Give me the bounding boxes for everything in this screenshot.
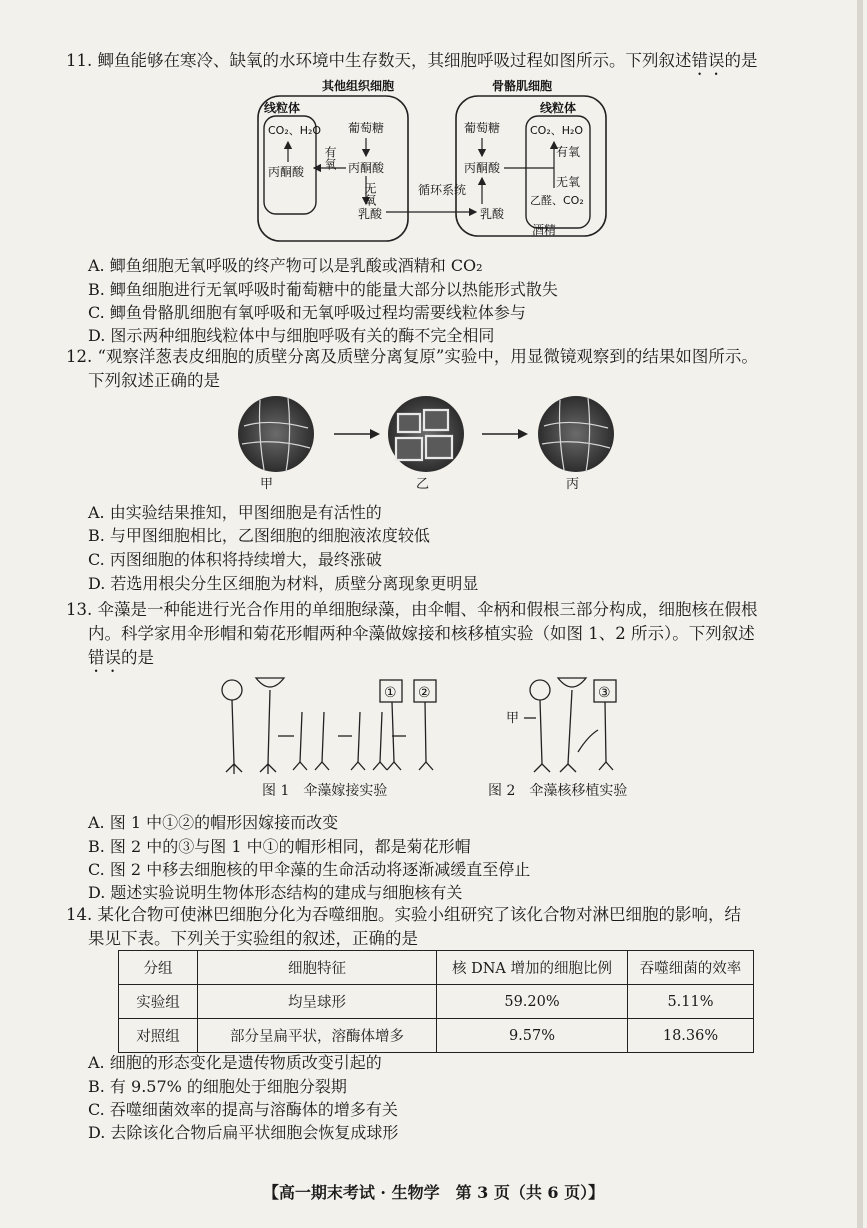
q12-stem-line1: 12. “观察洋葱表皮细胞的质壁分离及质壁分离复原”实验中，用显微镜观察到的结果如图所示。 — [66, 347, 758, 366]
table-cell: 部分呈扁平状，溶酶体增多 — [198, 1019, 437, 1053]
table-header: 核 DNA 增加的细胞比例 — [437, 951, 628, 985]
q13-option-a: A. 图 1 中①②的帽形因嫁接而改变 — [88, 813, 339, 832]
q13-option-b: B. 图 2 中的③与图 1 中①的帽形相同，都是菊花形帽 — [88, 837, 471, 856]
table-header: 分组 — [119, 951, 198, 985]
table-cell: 对照组 — [119, 1019, 198, 1053]
svg-text:乳酸: 乳酸 — [358, 207, 383, 221]
svg-text:乳酸: 乳酸 — [480, 207, 505, 221]
table-cell: 实验组 — [119, 985, 198, 1019]
image-bing — [538, 396, 614, 472]
svg-text:循环系统: 循环系统 — [418, 183, 467, 197]
left-cell-title: 其他组织细胞 — [322, 79, 395, 93]
table-cell: 59.20% — [437, 985, 628, 1019]
q12-option-d: D. 若选用根尖分生区细胞为材料，质壁分离现象更明显 — [88, 574, 479, 593]
svg-text:③: ③ — [598, 685, 611, 701]
svg-text:葡萄糖: 葡萄糖 — [348, 121, 385, 135]
q14-option-d: D. 去除该化合物后扁平状细胞会恢复成球形 — [88, 1123, 399, 1142]
svg-text:丙: 丙 — [566, 477, 580, 492]
page-footer: 【高一期末考试 · 生物学 第 3 页（共 6 页）】 — [262, 1183, 605, 1202]
q11-option-b: B. 鲫鱼细胞进行无氧呼吸时葡萄糖中的能量大部分以热能形式散失 — [88, 280, 558, 299]
q11-respiration-diagram — [250, 76, 610, 244]
q12-microscope-images — [230, 388, 630, 494]
table-header: 细胞特征 — [198, 951, 437, 985]
table-cell: 9.57% — [437, 1019, 628, 1053]
q14-results-table — [118, 950, 754, 1053]
q12-option-a: A. 由实验结果推知，甲图细胞是有活性的 — [88, 503, 382, 522]
table-row — [119, 985, 754, 1019]
q14-stem-line1: 14. 某化合物可使淋巴细胞分化为吞噬细胞。实验小组研究了该化合物对淋巴细胞的影响，结 — [66, 905, 741, 924]
fig1-caption: 图 1 伞藻嫁接实验 — [262, 783, 388, 799]
table-cell: 18.36% — [628, 1019, 754, 1053]
fig2-caption: 图 2 伞藻核移植实验 — [488, 783, 628, 799]
svg-text:丙酮酸: 丙酮酸 — [348, 161, 385, 175]
svg-text:CO₂、H₂O: CO₂、H₂O — [268, 124, 322, 137]
svg-text:乙: 乙 — [416, 477, 430, 492]
q11-option-d: D. 图示两种细胞线粒体中与细胞呼吸有关的酶不完全相同 — [88, 326, 495, 345]
right-mito-label: 线粒体 — [540, 101, 577, 115]
q11-option-a: A. 鲫鱼细胞无氧呼吸的终产物可以是乳酸或酒精和 CO₂ — [88, 256, 483, 275]
table-cell: 5.11% — [628, 985, 754, 1019]
svg-text:CO₂、H₂O: CO₂、H₂O — [530, 124, 584, 137]
table-header-row — [119, 951, 754, 985]
q14-stem-line2: 果见下表。下列关于实验组的叙述，正确的是 — [88, 929, 418, 948]
q13-stem-line1: 13. 伞藻是一种能进行光合作用的单细胞绿藻，由伞帽、伞柄和假根三部分构成，细胞核在假根 — [66, 600, 758, 619]
table-row — [119, 1019, 754, 1053]
q13-option-d: D. 题述实验说明生物体形态结构的建成与细胞核有关 — [88, 883, 463, 902]
q11-stem: 11. 鲫鱼能够在寒冷、缺氧的水环境中生存数天，其细胞呼吸过程如图所示。下列叙述错误的是 — [66, 51, 758, 70]
svg-text:乙醛、CO₂: 乙醛、CO₂ — [530, 194, 584, 207]
svg-text:葡萄糖: 葡萄糖 — [464, 121, 501, 135]
svg-text:甲: 甲 — [260, 477, 274, 492]
q13-stem-line2: 内。科学家用伞形帽和菊花形帽两种伞藻做嫁接和核移植实验（如图 1、2 所示）。下列叙述 — [88, 624, 755, 643]
svg-text:丙酮酸: 丙酮酸 — [464, 161, 501, 175]
q13-option-c: C. 图 2 中移去细胞核的甲伞藻的生命活动将逐渐减缓直至停止 — [88, 860, 531, 879]
svg-text:酒精: 酒精 — [532, 223, 557, 237]
svg-text:丙酮酸: 丙酮酸 — [268, 165, 305, 179]
q14-option-a: A. 细胞的形态变化是遗传物质改变引起的 — [88, 1053, 382, 1072]
table-cell: 均呈球形 — [198, 985, 437, 1019]
svg-text:有氧: 有氧 — [323, 146, 337, 170]
left-mito-label: 线粒体 — [264, 101, 301, 115]
scan-edge — [857, 0, 863, 1228]
q12-option-b: B. 与甲图细胞相比，乙图细胞的细胞液浓度较低 — [88, 526, 430, 545]
svg-text:无氧: 无氧 — [363, 182, 377, 206]
q12-stem-line2: 下列叙述正确的是 — [88, 371, 220, 390]
svg-text:甲: 甲 — [506, 711, 520, 726]
table-header: 吞噬细菌的效率 — [628, 951, 754, 985]
q11-option-c: C. 鲫鱼骨骼肌细胞有氧呼吸和无氧呼吸过程均需要线粒体参与 — [88, 303, 526, 322]
q12-option-c: C. 丙图细胞的体积将持续增大，最终涨破 — [88, 550, 382, 569]
svg-text:有氧: 有氧 — [556, 145, 581, 159]
q13-stem-line3: 错误的是 — [88, 648, 154, 667]
q14-option-b: B. 有 9.57% 的细胞处于细胞分裂期 — [88, 1077, 347, 1096]
q14-option-c: C. 吞噬细菌效率的提高与溶酶体的增多有关 — [88, 1100, 398, 1119]
svg-text:①: ① — [384, 685, 397, 701]
svg-text:无氧: 无氧 — [556, 175, 581, 189]
image-jia — [238, 396, 314, 472]
svg-text:②: ② — [418, 685, 431, 701]
right-cell-title: 骨骼肌细胞 — [492, 79, 553, 93]
